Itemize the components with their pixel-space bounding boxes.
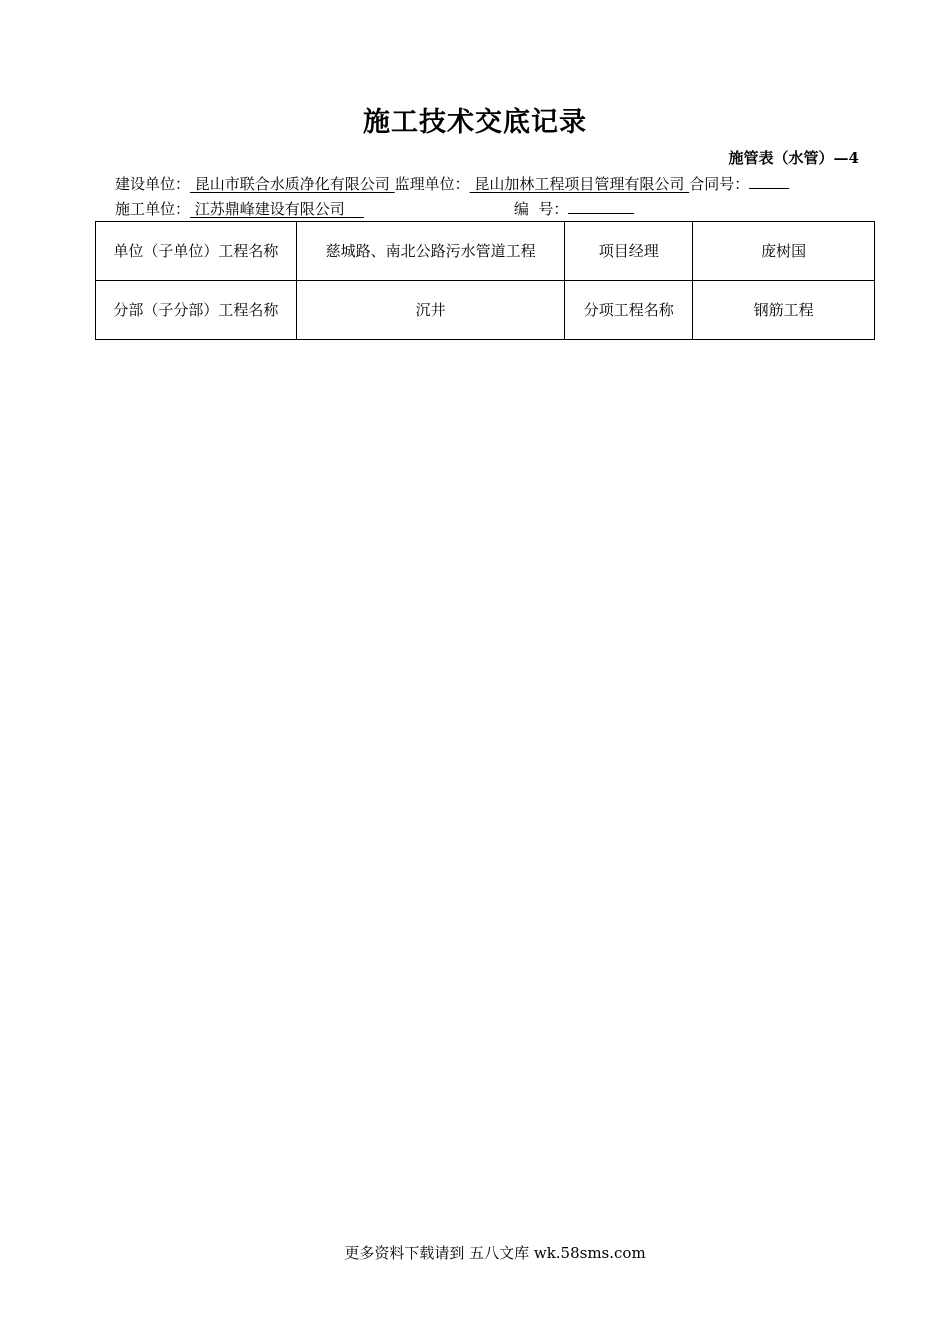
unit-project-value: 慈城路、南北公路污水管道工程	[296, 222, 565, 281]
contractor-value: 江苏鼎峰建设有限公司	[194, 200, 345, 218]
division-project-value: 沉井	[296, 281, 565, 340]
table-row	[96, 222, 875, 281]
supervisor-label: 监理单位：	[394, 175, 470, 193]
contract-value	[749, 174, 789, 189]
serial-value	[568, 199, 634, 214]
info-line-2	[115, 198, 634, 219]
owner-value: 昆山市联合水质净化有限公司	[194, 175, 390, 193]
supervisor-value: 昆山加林工程项目管理有限公司	[474, 175, 685, 193]
contractor-label: 施工单位：	[115, 200, 191, 218]
info-line-1	[115, 173, 789, 194]
disclosure-table	[95, 221, 875, 340]
form-code: 施管表（水管）—4	[728, 149, 859, 167]
project-manager-label: 项目经理	[565, 222, 693, 281]
contract-label: 合同号：	[689, 175, 750, 193]
table-row	[96, 281, 875, 340]
subitem-project-value: 钢筋工程	[693, 281, 875, 340]
subitem-project-label: 分项工程名称	[565, 281, 693, 340]
project-manager-value: 庞树国	[693, 222, 875, 281]
page-title: 施工技术交底记录	[363, 107, 587, 138]
footer-note: 更多资料下载请到 五八文库 wk.58sms.com	[344, 1244, 646, 1262]
serial-label: 编 号：	[513, 200, 569, 218]
unit-project-label: 单位（子单位）工程名称	[96, 222, 297, 281]
owner-label: 建设单位：	[115, 175, 191, 193]
division-project-label: 分部（子分部）工程名称	[96, 281, 297, 340]
